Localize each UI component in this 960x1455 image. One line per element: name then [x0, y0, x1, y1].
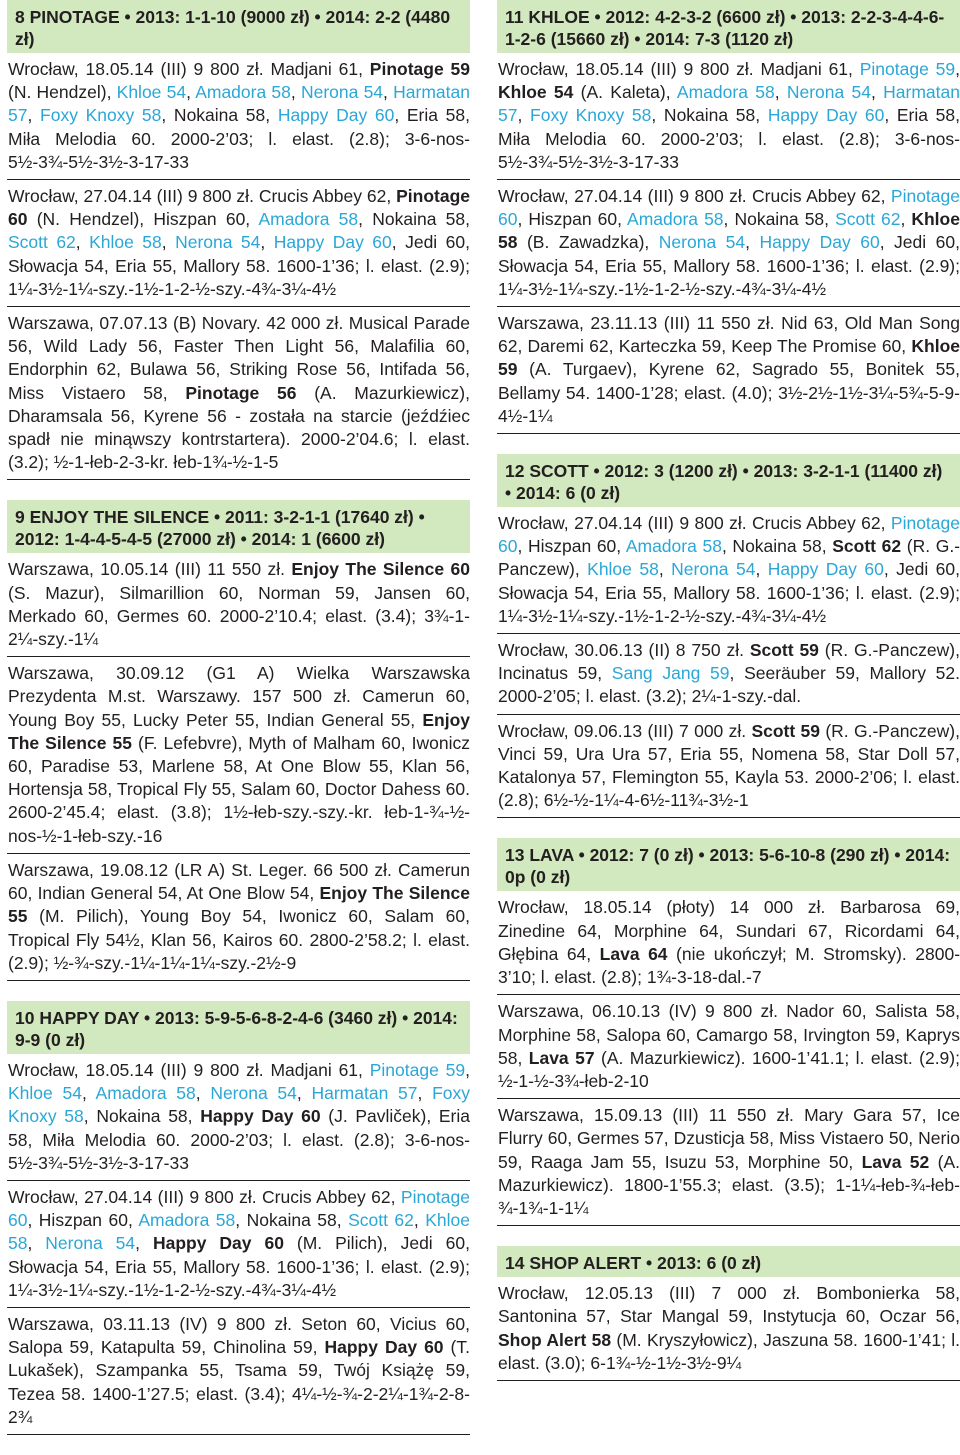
horse-name-highlight: Khloe 54	[116, 82, 187, 103]
race-text: ,	[774, 82, 787, 103]
race-text: ,	[871, 82, 884, 103]
race-text: Warszawa, 07.07.13 (B) Novary. 42 000 zł. Musical Parade 56, Wild Lady 56, Faster Then Light 56, Malafilia 60, Endorphin 62, Bulawa 56, Striking Rose 56, Intifada 56, Miss Vistaero 58,	[8, 313, 470, 403]
left-column	[7, 0, 470, 1455]
race-record	[7, 553, 470, 657]
race-text: (R. G.-Panczew), Incinatus 59,	[498, 640, 960, 684]
horse-name-bold: Pinotage 59	[369, 59, 470, 79]
race-text: ,	[900, 209, 912, 230]
horse-name-highlight: Scott 62	[8, 232, 76, 253]
horse-name-highlight: Nerona 54	[300, 82, 384, 103]
race-text: ,	[75, 232, 90, 253]
race-text: (A. Mazurkiewicz), Dharamsala 56, Kyrene 56 - została na starcie (jeźdźiec spadł nie minąwszy kontrstartera). 2000-2’04.6; l. elast. (3.2); ½-1-łeb-2-3-kr. łeb-1¾-½-1-5	[8, 382, 470, 473]
race-text: ,	[383, 82, 394, 103]
horse-name-bold: Shop Alert 58	[498, 1329, 612, 1350]
race-text: ,	[27, 1233, 46, 1254]
race-text: (S. Mazur), Silmarillion 60, Norman 59, Jansen 60, Merkado 60, Germes 60. 2000-2’10.4; elast. (3.4); 3¾-1-2¼-szy.-1¼	[8, 582, 470, 650]
race-text: ,	[135, 1233, 153, 1254]
horse-name-bold: Khloe 59	[498, 336, 960, 380]
horse-name-highlight: Amadora 58	[258, 209, 359, 230]
race-text: , Eria 58, Miła Melodia 60. 2000-2’03; l. elast. (2.8); 3-6-nos-5½-3¾-5½-3½-3-17-33	[8, 105, 470, 172]
race-text: (M. Pilich), Young Boy 54, Iwonicz 60, Salam 60, Tropical Fly 54½, Klan 56, Kairos 60. 2800-2’58.2; l. elast. (2.9); ½-¾-szy.-1¼-1¼-1¼-szy.-2½-9	[8, 906, 470, 973]
horse-name-highlight: Nerona 54	[671, 559, 756, 580]
race-text: (N. Hendzel), Hiszpan 60,	[27, 209, 259, 230]
horse-name-highlight: Pinotage 59	[369, 1059, 466, 1080]
race-text: Wrocław, 27.04.14 (III) 9 800 zł. Crucis Abbey 62,	[8, 1186, 401, 1207]
race-text: Warszawa, 30.09.12 (G1 A) Wielka Warszawska Prezydenta M.st. Warszawy. 157 500 zł. Camerun 60, Young Boy 55, Lucky Peter 55, Indian General 55,	[8, 663, 470, 730]
horse-name-highlight: Nerona 54	[210, 1083, 297, 1104]
race-text: Warszawa, 03.11.13 (IV) 9 800 zł. Seton 60, Vicius 60, Salopa 59, Katapulta 59, Chinolina 59,	[8, 1313, 470, 1358]
race-text: Warszawa, 23.11.13 (III) 11 550 zł. Nid 63, Old Man Song 62, Daremi 62, Karteczka 59, Keep The Promise 60,	[498, 313, 960, 357]
race-text: ,	[186, 82, 196, 103]
horse-entry	[497, 838, 960, 1226]
horse-name-bold: Scott 62	[832, 536, 902, 557]
horse-name-bold: Happy Day 60	[200, 1106, 321, 1127]
horse-name-highlight: Happy Day 60	[273, 232, 392, 253]
race-text: (R. G.-Panczew), Vinci 59, Ura Ura 57, Eria 55, Nomena 58, Star Doll 57, Katalonya 57, Flemington 55, Kayla 53. 2000-2’06; l. elast. (2.8); 6½-½-1¼-4-6½-11¾-3½-1	[498, 720, 960, 811]
race-text: ,	[413, 1210, 426, 1231]
right-column	[497, 0, 960, 1401]
race-record	[497, 995, 960, 1099]
race-text: ,	[290, 82, 301, 103]
horse-name-bold: Happy Day 60	[152, 1233, 284, 1254]
race-text: Wrocław, 30.06.13 (II) 8 750 zł.	[498, 640, 750, 661]
race-text: ,	[745, 232, 760, 253]
race-record	[7, 307, 470, 480]
horse-name-bold: Khloe 58	[498, 209, 960, 253]
race-text: ,	[417, 1083, 433, 1104]
race-record	[497, 307, 960, 434]
horse-name-highlight: Khloe 58	[587, 559, 659, 580]
horse-name-highlight: Pinotage 59	[859, 59, 956, 79]
horse-name-bold: Scott 59	[751, 720, 820, 741]
race-text: , Seeräuber 59, Mallory 52. 2000-2’05; l. elast. (3.2); 2¼-1-szy.-dal.	[498, 663, 960, 707]
horse-name-highlight: Happy Day 60	[277, 105, 395, 126]
race-record	[497, 507, 960, 634]
horse-name-highlight: Amadora 58	[138, 1210, 236, 1231]
race-text: ,	[161, 232, 176, 253]
horse-name-highlight: Khloe 58	[8, 1210, 470, 1254]
horse-header: 12 SCOTT • 2012: 3 (1200 zł) • 2013: 3-2-1-1 (11400 zł) • 2014: 6 (0 zł)	[497, 454, 960, 507]
horse-entry	[497, 1246, 960, 1381]
horse-name-highlight: Pinotage 60	[8, 1186, 470, 1231]
horse-name-bold: Lava 52	[861, 1151, 930, 1172]
race-record	[7, 854, 470, 981]
race-text: Wrocław, 18.05.14 (III) 9 800 zł. Madjani 61,	[8, 59, 370, 79]
horse-name-bold: Khloe 54	[498, 82, 574, 103]
horse-name-highlight: Khloe 58	[89, 232, 162, 253]
horse-name-highlight: Amadora 58	[627, 209, 724, 230]
race-text: (nie ukończył; M. Stromsky). 2800-3’10; l. elast. (2.8); 1¾-3-18-dal.-7	[498, 943, 960, 988]
race-text: (N. Hendzel),	[8, 82, 117, 103]
race-text: ,	[755, 559, 768, 580]
race-record	[497, 634, 960, 715]
horse-name-highlight: Nerona 54	[786, 82, 871, 103]
race-text: ,	[81, 1083, 96, 1104]
race-text: , Nokaina 58,	[161, 105, 278, 126]
race-text: , Hiszpan 60,	[27, 1210, 139, 1231]
race-record	[7, 180, 470, 307]
horse-name-highlight: Amadora 58	[195, 82, 291, 103]
horse-entry	[7, 1001, 470, 1435]
horse-name-bold: Pinotage 60	[8, 186, 470, 230]
race-text: Wrocław, 18.05.14 (III) 9 800 zł. Madjani 61,	[8, 1059, 370, 1080]
horse-name-highlight: Pinotage 60	[498, 513, 960, 557]
horse-name-highlight: Nerona 54	[45, 1233, 136, 1254]
horse-entry	[497, 0, 960, 434]
horse-name-highlight: Scott 62	[835, 209, 901, 230]
race-text: , Hiszpan 60,	[517, 209, 628, 230]
race-text: , Hiszpan 60,	[517, 536, 626, 557]
race-text: Warszawa, 10.05.14 (III) 11 550 zł.	[8, 559, 292, 580]
race-text: ,	[195, 1083, 211, 1104]
horse-header: 14 SHOP ALERT • 2013: 6 (0 zł)	[497, 1246, 960, 1277]
race-text: ,	[296, 1083, 312, 1104]
horse-header: 9 ENJOY THE SILENCE • 2011: 3-2-1-1 (17640 zł) • 2012: 1-4-4-5-4-5 (27000 zł) • 2014: 1 (6600 zł)	[7, 500, 470, 553]
race-record	[497, 53, 960, 180]
race-text: ,	[955, 59, 960, 79]
horse-name-highlight: Happy Day 60	[767, 105, 885, 126]
race-text: , Jedi 60, Słowacja 54, Eria 55, Mallory 58. 1600-1’36; l. elast. (2.9); 1¼-3½-1¼-szy.-1½-1-2-½-szy.-4¾-3¼-4½	[8, 232, 470, 299]
horse-name-highlight: Foxy Knoxy 58	[40, 105, 162, 126]
race-text: (T. Lukašek), Szampanka 55, Tsama 59, Twój Książę 59, Tezea 58. 1400-1’27.5; elast. (3.4); 4¼-½-¾-2-2¼-1¾-2-8-2¾	[8, 1337, 470, 1427]
horse-name-highlight: Harmatan 57	[8, 82, 470, 126]
race-text: , Jedi 60, Słowacja 54, Eria 55, Mallory 58. 1600-1’36; l. elast. (2.9); 1¼-3½-1¼-szy.-1½-1-2-½-szy.-4¾-3¼-4½	[498, 559, 960, 626]
race-text: ,	[517, 105, 531, 126]
race-record	[497, 715, 960, 819]
race-text: Wrocław, 18.05.14 (płoty) 14 000 zł. Barbarosa 69, Zinedine 64, Morphine 64, Sundari 67, Ricordami 64, Głębina 64,	[498, 897, 960, 964]
race-text: , Nokaina 58,	[723, 209, 836, 230]
race-text: (F. Lefebvre), Myth of Malham 60, Iwonicz 60, Paradise 53, Marlene 58, At One Blow 55, Klan 56, Hortensja 58, Tropical Fly 55, Salam 60, Doctor Dahess 60. 2600-2’45.4; elast. (3.8); 1½-łeb-szy.-szy.-kr. łeb-1-¾-½-nos-½-1-łeb-szy.-16	[8, 732, 470, 846]
race-text: Warszawa, 19.08.12 (LR A) St. Leger. 66 500 zł. Camerun 60, Indian General 54, At One Blow 54,	[8, 859, 470, 904]
race-text: (A. Kaleta),	[573, 82, 677, 103]
horse-name-highlight: Happy Day 60	[767, 559, 884, 580]
race-text: , Nokaina 58,	[83, 1106, 201, 1127]
horse-name-highlight: Pinotage 60	[498, 186, 960, 230]
horse-name-highlight: Happy Day 60	[759, 232, 880, 253]
race-text: (J. Pavliček), Eria 58, Miła Melodia 60. 2000-2’03; l. elast. (2.8); 3-6-nos-5½-3¾-5½-3½-3-17-33	[8, 1106, 470, 1173]
race-record	[497, 1277, 960, 1381]
horse-name-highlight: Sang Jang 59	[611, 663, 730, 684]
horse-name-highlight: Foxy Knoxy 58	[530, 105, 652, 126]
race-text: Wrocław, 27.04.14 (III) 9 800 zł. Crucis Abbey 62,	[498, 513, 891, 534]
race-text: Warszawa, 15.09.13 (III) 11 550 zł. Mary Gara 57, Ice Flurry 60, Germes 57, Dzusticja 58, Miss Vistaero 50, Nerio 59, Raaga Jam 55, Isuzu 53, Morphine 50,	[498, 1105, 960, 1172]
race-text: (R. G.-Panczew),	[498, 536, 960, 580]
horse-entry	[7, 0, 470, 480]
race-record	[7, 1181, 470, 1308]
race-record	[497, 891, 960, 995]
race-text: , Nokaina 58,	[358, 209, 470, 230]
race-text: (A. Mazurkiewicz). 1600-1’41.1; l. elast. (2.9); ½-1-½-3¾-łeb-2-10	[498, 1047, 960, 1091]
horse-name-bold: Enjoy The Silence 55	[8, 709, 470, 753]
race-text: (B. Zawadzka),	[517, 232, 659, 253]
horse-name-bold: Lava 64	[599, 943, 668, 964]
race-record	[7, 657, 470, 854]
race-text: , Eria 58, Miła Melodia 60. 2000-2’03; l. elast. (2.8); 3-6-nos-5½-3¾-5½-3½-3-17-33	[498, 105, 960, 172]
horse-name-bold: Scott 59	[749, 640, 819, 661]
horse-name-bold: Enjoy The Silence 55	[8, 883, 470, 927]
horse-header: 11 KHLOE • 2012: 4-2-3-2 (6600 zł) • 2013: 2-2-3-4-4-6-1-2-6 (15660 zł) • 2014: 7-3 (1120 zł)	[497, 0, 960, 53]
race-text: ,	[260, 232, 274, 253]
horse-entry	[497, 454, 960, 818]
race-text: (A. Turgaev), Kyrene 62, Sagrado 55, Bonitek 55, Bellamy 54. 1400-1’28; elast. (4.0); 3½-2½-1½-3¼-5¾-5-9-4½-1¼	[498, 359, 960, 426]
race-text: Wrocław, 27.04.14 (III) 9 800 zł. Crucis Abbey 62,	[498, 186, 891, 207]
race-text: (M. Kryszyłowicz), Jaszuna 58. 1600-1’41; l. elast. (3.0); 6-1¾-½-1½-3½-9¼	[498, 1329, 960, 1373]
race-record	[7, 1308, 470, 1435]
horse-name-highlight: Harmatan 57	[498, 82, 960, 126]
horse-name-highlight: Scott 62	[348, 1210, 414, 1231]
race-text: , Jedi 60, Słowacja 54, Eria 55, Mallory 58. 1600-1’36; l. elast. (2.9); 1¼-3½-1¼-szy.-1½-1-2-½-szy.-4¾-3¼-4½	[498, 232, 960, 299]
horse-name-bold: Pinotage 56	[185, 382, 297, 403]
race-text: Warszawa, 06.10.13 (IV) 9 800 zł. Nador 60, Salista 58, Morphine 58, Salopa 60, Camargo 58, Irvington 59, Kaprys 58,	[498, 1001, 960, 1068]
race-text: , Nokaina 58,	[235, 1210, 349, 1231]
race-text: Wrocław, 18.05.14 (III) 9 800 zł. Madjani 61,	[498, 59, 860, 79]
horse-header: 10 HAPPY DAY • 2013: 5-9-5-6-8-2-4-6 (3460 zł) • 2014: 9-9 (0 zł)	[7, 1001, 470, 1054]
race-text: ,	[27, 105, 41, 126]
race-text: (M. Pilich), Jedi 60, Słowacja 54, Eria 55, Mallory 58. 1600-1’36; l. elast. (2.9); 1¼-3½-1¼-szy.-1½-1-2-½-szy.-4¾-3¼-4½	[8, 1233, 470, 1300]
horse-name-highlight: Harmatan 57	[311, 1083, 418, 1104]
race-record	[497, 180, 960, 307]
horse-name-highlight: Amadora 58	[95, 1083, 196, 1104]
horse-name-highlight: Khloe 54	[8, 1083, 82, 1104]
race-record	[7, 1054, 470, 1181]
horse-header: 13 LAVA • 2012: 7 (0 zł) • 2013: 5-6-10-8 (290 zł) • 2014: 0p (0 zł)	[497, 838, 960, 891]
horse-name-highlight: Amadora 58	[625, 536, 722, 557]
horse-header: 8 PINOTAGE • 2013: 1-1-10 (9000 zł) • 2014: 2-2 (4480 zł)	[7, 0, 470, 53]
race-text: (A. Mazurkiewicz). 1800-1’55.3; elast. (3.5); 1-1¼-łeb-¾-łeb-¾-1¾-1-1¼	[498, 1151, 960, 1218]
race-text: ,	[465, 1059, 470, 1080]
race-record	[7, 53, 470, 180]
race-text: ,	[658, 559, 672, 580]
race-text: Wrocław, 12.05.13 (III) 7 000 zł. Bombonierka 58, Santonina 57, Star Mangal 59, Instytucja 60, Oczar 56,	[498, 1283, 960, 1327]
horse-name-bold: Enjoy The Silence 60	[291, 559, 470, 580]
horse-name-bold: Happy Day 60	[324, 1337, 444, 1358]
horse-entry	[7, 500, 470, 980]
race-text: , Nokaina 58,	[651, 105, 768, 126]
horse-name-highlight: Nerona 54	[658, 232, 746, 253]
horse-name-highlight: Amadora 58	[676, 82, 775, 103]
horse-name-highlight: Foxy Knoxy 58	[8, 1083, 470, 1127]
horse-name-bold: Lava 57	[528, 1047, 595, 1068]
race-text: , Nokaina 58,	[721, 536, 833, 557]
race-text: Wrocław, 09.06.13 (III) 7 000 zł.	[498, 720, 752, 741]
horse-name-highlight: Nerona 54	[175, 232, 261, 253]
race-record	[497, 1099, 960, 1226]
race-text: Wrocław, 27.04.14 (III) 9 800 zł. Crucis Abbey 62,	[8, 186, 397, 207]
